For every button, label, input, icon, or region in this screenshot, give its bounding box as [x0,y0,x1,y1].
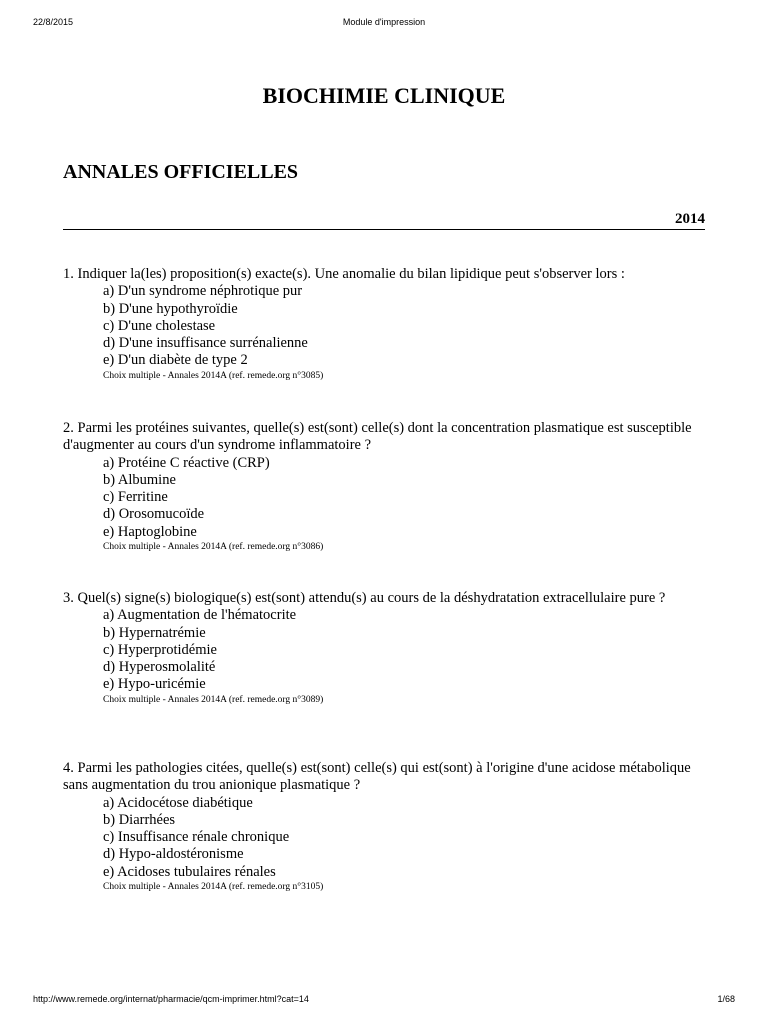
source-url: http://www.remede.org/internat/pharmacie/qcm-imprimer.html?cat=14 [33,994,309,1004]
question-text: 4. Parmi les pathologies citées, quelle(s) est(sont) celle(s) qui est(sont) à l'origine d'une acidose métabolique sans augmentation du trou anionique plasmatique ? [63,760,691,794]
question-reference: Choix multiple - Annales 2014A (ref. remede.org n°3086) [103,542,324,553]
question-reference: Choix multiple - Annales 2014A (ref. remede.org n°3089) [103,694,324,705]
option-a: a) Acidocétose diabétique [103,794,253,811]
option-b: b) Hypernatrémie [103,624,206,641]
question-text: 3. Quel(s) signe(s) biologique(s) est(sont) attendu(s) au cours de la déshydratation extracellulaire pure ? [63,590,666,606]
question-2 [63,420,708,553]
option-list [63,455,708,541]
option-c: c) Hyperprotidémie [103,641,217,658]
question-reference: Choix multiple - Annales 2014A (ref. remede.org n°3085) [103,370,324,381]
question-1 [63,266,708,382]
option-d: d) Orosomucoïde [103,506,205,523]
page-number: 1/68 [717,994,735,1004]
option-e: e) Hypo-uricémie [103,676,206,693]
option-a: a) D'un syndrome néphrotique pur [103,283,303,300]
option-a: a) Protéine C réactive (CRP) [103,454,270,471]
option-list [63,283,708,369]
section-divider [63,229,705,230]
option-e: e) D'un diabète de type 2 [103,352,248,369]
print-date: 22/8/2015 [33,17,74,27]
option-d: d) D'une insuffisance surrénalienne [103,335,308,352]
option-c: c) D'une cholestase [103,317,216,334]
option-list [63,795,708,881]
question-text: 2. Parmi les protéines suivantes, quelle(s) est(sont) celle(s) dont la concentration plasmatique est susceptible d'augmenter au cours d'un syndrome inflammatoire ? [63,420,692,454]
option-e: e) Haptoglobine [103,523,197,540]
question-reference: Choix multiple - Annales 2014A (ref. remede.org n°3105) [103,882,324,893]
option-a: a) Augmentation de l'hématocrite [103,607,297,624]
option-b: b) D'une hypothyroïdie [103,300,238,317]
question-3 [63,590,708,706]
question-4 [63,760,708,893]
print-module-title: Module d'impression [342,17,426,27]
section-title: ANNALES OFFICIELLES [63,161,299,183]
question-text: 1. Indiquer la(les) proposition(s) exacte(s). Une anomalie du bilan lipidique peut s'observer lors : [63,266,625,282]
option-b: b) Diarrhées [103,811,176,828]
option-list [63,607,708,693]
option-d: d) Hyperosmolalité [103,659,216,676]
option-e: e) Acidoses tubulaires rénales [103,863,276,880]
option-b: b) Albumine [103,471,176,488]
year-label: 2014 [675,211,705,227]
document-title: BIOCHIMIE CLINIQUE [262,83,506,108]
option-c: c) Insuffisance rénale chronique [103,829,290,846]
option-d: d) Hypo-aldostéronisme [103,846,244,863]
option-c: c) Ferritine [103,489,168,506]
